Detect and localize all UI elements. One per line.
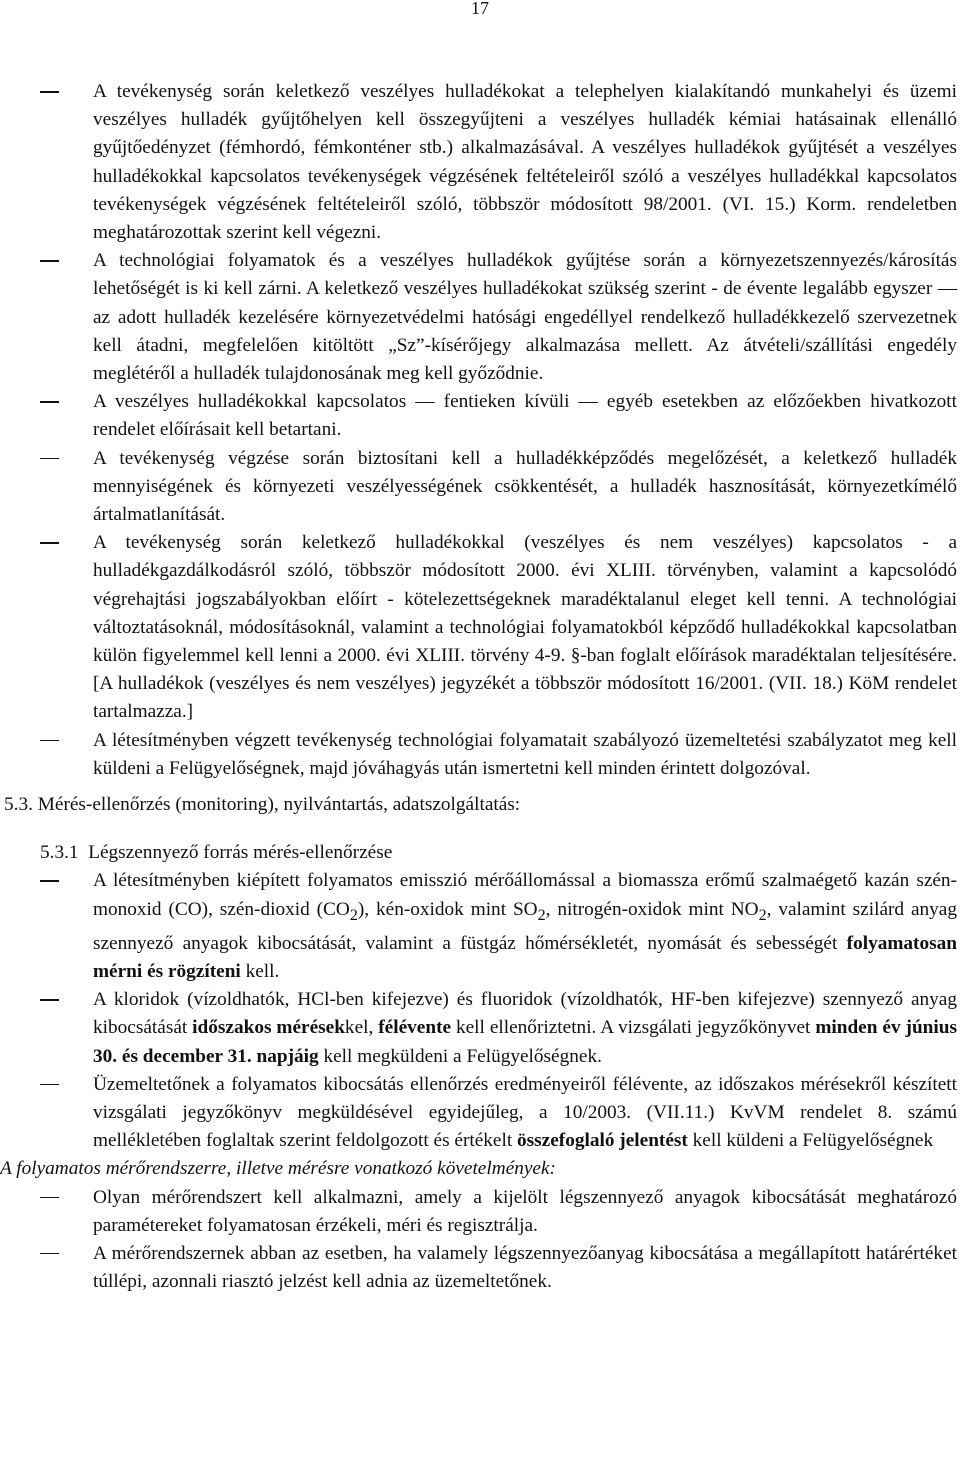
list-item xyxy=(40,867,957,986)
list-item xyxy=(40,1184,957,1240)
paragraph-text: A tevékenység során keletkező veszélyes hulladékokat a telephelyen kialakítandó munkahelyi és üzemi veszélyes hulladék gyűjtőhelyen kell összegyűjteni a veszélyes hulladék kémiai hatásainak ellenálló gyűjtőedényzet (fémhordó, fémkonténer stb.) alkalmazásával. A veszélyes hulladékok gyűjtését a veszélyes hulladékokkal kapcsolatos tevékenységek végzésének feltételeiről szóló a veszélyes hulladékkal kapcsolatos tevékenységek végzésének feltételeiről szóló, többször módosított 98/2001. (VI. 15.) Korm. rendeletben meghatározottak szerint kell végezni. xyxy=(93,81,957,244)
dash-bullet-icon xyxy=(40,260,59,262)
list-item xyxy=(40,1071,957,1156)
list-item xyxy=(40,986,957,1071)
paragraph-text: A tevékenység során keletkező hulladékokkal (veszélyes és nem veszélyes) kapcsolatos - a hulladékgazdálkodásról szóló, többször módosított 2000. évi XLIII. törvényben, valamint a kapcsolódó végrehajtási jogszabályokban előírt - kötelezettségeknek maradéktalanul eleget kell tenni. A technológiai változtatásoknál, módosításoknál, valamint a technológiai folyamatokból képződő hulladékokkal kapcsolatban külön figyelemmel kell lenni a 2000. évi XLIII. törvény 4-9. §-ban foglalt előírások maradéktalan teljesítésére. [A hulladékok (veszélyes és nem veszélyes) jegyzékét a többször módosított 16/2001. (VII. 18.) KöM rendelet tartalmazza.] xyxy=(93,532,957,723)
dash-bullet-icon xyxy=(40,740,59,742)
paragraph-text: A technológiai folyamatok és a veszélyes hulladékok gyűjtése során a környezetszennyezés/károsítás lehetőségét is ki kell zárni. A keletkező veszélyes hulladékokat szükség szerint - de évente legalább egyszer ― az adott hulladék kezelésére környezetvédelmi hatósági engedéllyel rendelkező hulladékkezelő szervezetnek kell átadni, megfelelően kitöltött „Sz”-kísérőjegy alkalmazása mellett. Az átvételi/szállítási engedély meglétéről a hulladék tulajdonosának meg kell győződnie. xyxy=(93,250,957,385)
subsection-title: Légszennyező forrás mérés-ellenőrzése xyxy=(88,842,393,864)
paragraph-text: A létesítményben kiépített folyamatos emisszió mérőállomással a biomassza erőmű szalmaégető kazán szén-monoxid (CO), szén-dioxid $(CO_2)$, kén-oxidok mint $SO_2$, nitrogén-oxidok mint $NO_2$, valamint szilárd anyag szennyező anyagok kibocsátását, valamint a füstgáz hőmérsékletét, nyomását és sebességét folyamatosan mérni és rögzíteni kell. xyxy=(93,870,957,982)
list-item xyxy=(40,388,957,444)
document-body xyxy=(0,78,957,1296)
dash-bullet-icon xyxy=(40,1197,59,1199)
paragraph-text: A létesítményben végzett tevékenység technológiai folyamatait szabályozó üzemeltetési szabályzatot meg kell küldeni a Felügyelőségnek, majd jóváhagyás után ismertetni kell minden érintett dolgozóval. xyxy=(93,729,957,779)
paragraph-text: Olyan mérőrendszert kell alkalmazni, amely a kijelölt légszennyező anyagok kibocsátását meghatározó paramétereket folyamatosan érzékeli, méri és regisztrálja. xyxy=(93,1186,957,1236)
dash-bullet-icon xyxy=(40,1084,59,1086)
list-item xyxy=(40,1240,957,1296)
subsection-heading xyxy=(40,839,957,867)
section-number: 5.3. xyxy=(4,794,33,816)
section-title: Mérés-ellenőrzés (monitoring), nyilvántartás, adatszolgáltatás: xyxy=(37,794,521,816)
section-heading xyxy=(4,791,957,819)
dash-bullet-icon xyxy=(40,401,59,403)
paragraph-text: A kloridok (vízoldhatók, HCl-ben kifejezve) és fluoridok (vízoldhatók, HF-ben kifejezve) szennyező anyag kibocsátását időszakos mérésekkel, félévente kell ellenőriztetni. A vizsgálati jegyzőkönyvet minden év június 30. és december 31. napjáig kell megküldeni a Felügyelőségnek. xyxy=(93,989,957,1067)
paragraph-text: A veszélyes hulladékokkal kapcsolatos ― fentieken kívüli ― egyéb esetekben az előzőekben hivatkozott rendelet előírásait kell betartani. xyxy=(93,391,957,441)
dash-bullet-icon xyxy=(40,1253,59,1255)
page-number: 17 xyxy=(471,0,489,18)
subsection-number: 5.3.1 xyxy=(40,842,79,864)
paragraph-text: A tevékenység végzése során biztosítani kell a hulladékképződés megelőzését, a keletkező hulladék mennyiségének és környezeti veszélyességének csökkentését, a hulladék hasznosítását, környezetkímélő ártalmatlanítását. xyxy=(93,447,957,526)
dash-bullet-icon xyxy=(40,91,59,93)
requirements-heading: A folyamatos mérőrendszerre, illetve mérésre vonatkozó követelmények: xyxy=(0,1158,556,1180)
paragraph-text: Üzemeltetőnek a folyamatos kibocsátás ellenőrzés eredményeiről félévente, az időszakos mérésekről készített vizsgálati jegyzőkönyv megküldésével egyidejűleg, a 10/2003. (VII.11.) KvVM rendelet 8. számú mellékletében foglaltak szerint feldolgozott és értékelt összefoglaló jelentést kell küldeni a Felügyelőségnek xyxy=(93,1073,957,1152)
list-item xyxy=(40,247,957,388)
list-item xyxy=(40,727,957,783)
list-item xyxy=(40,78,957,247)
list-item xyxy=(40,445,957,530)
dash-bullet-icon xyxy=(40,458,59,460)
paragraph-text: A mérőrendszernek abban az esetben, ha valamely légszennyezőanyag kibocsátása a megállapított határértéket túllépi, azonnali riasztó jelzést kell adnia az üzemeltetőnek. xyxy=(93,1242,957,1293)
dash-bullet-icon xyxy=(40,542,59,544)
dash-bullet-icon xyxy=(40,880,59,882)
list-item xyxy=(40,529,957,726)
dash-bullet-icon xyxy=(40,999,59,1001)
